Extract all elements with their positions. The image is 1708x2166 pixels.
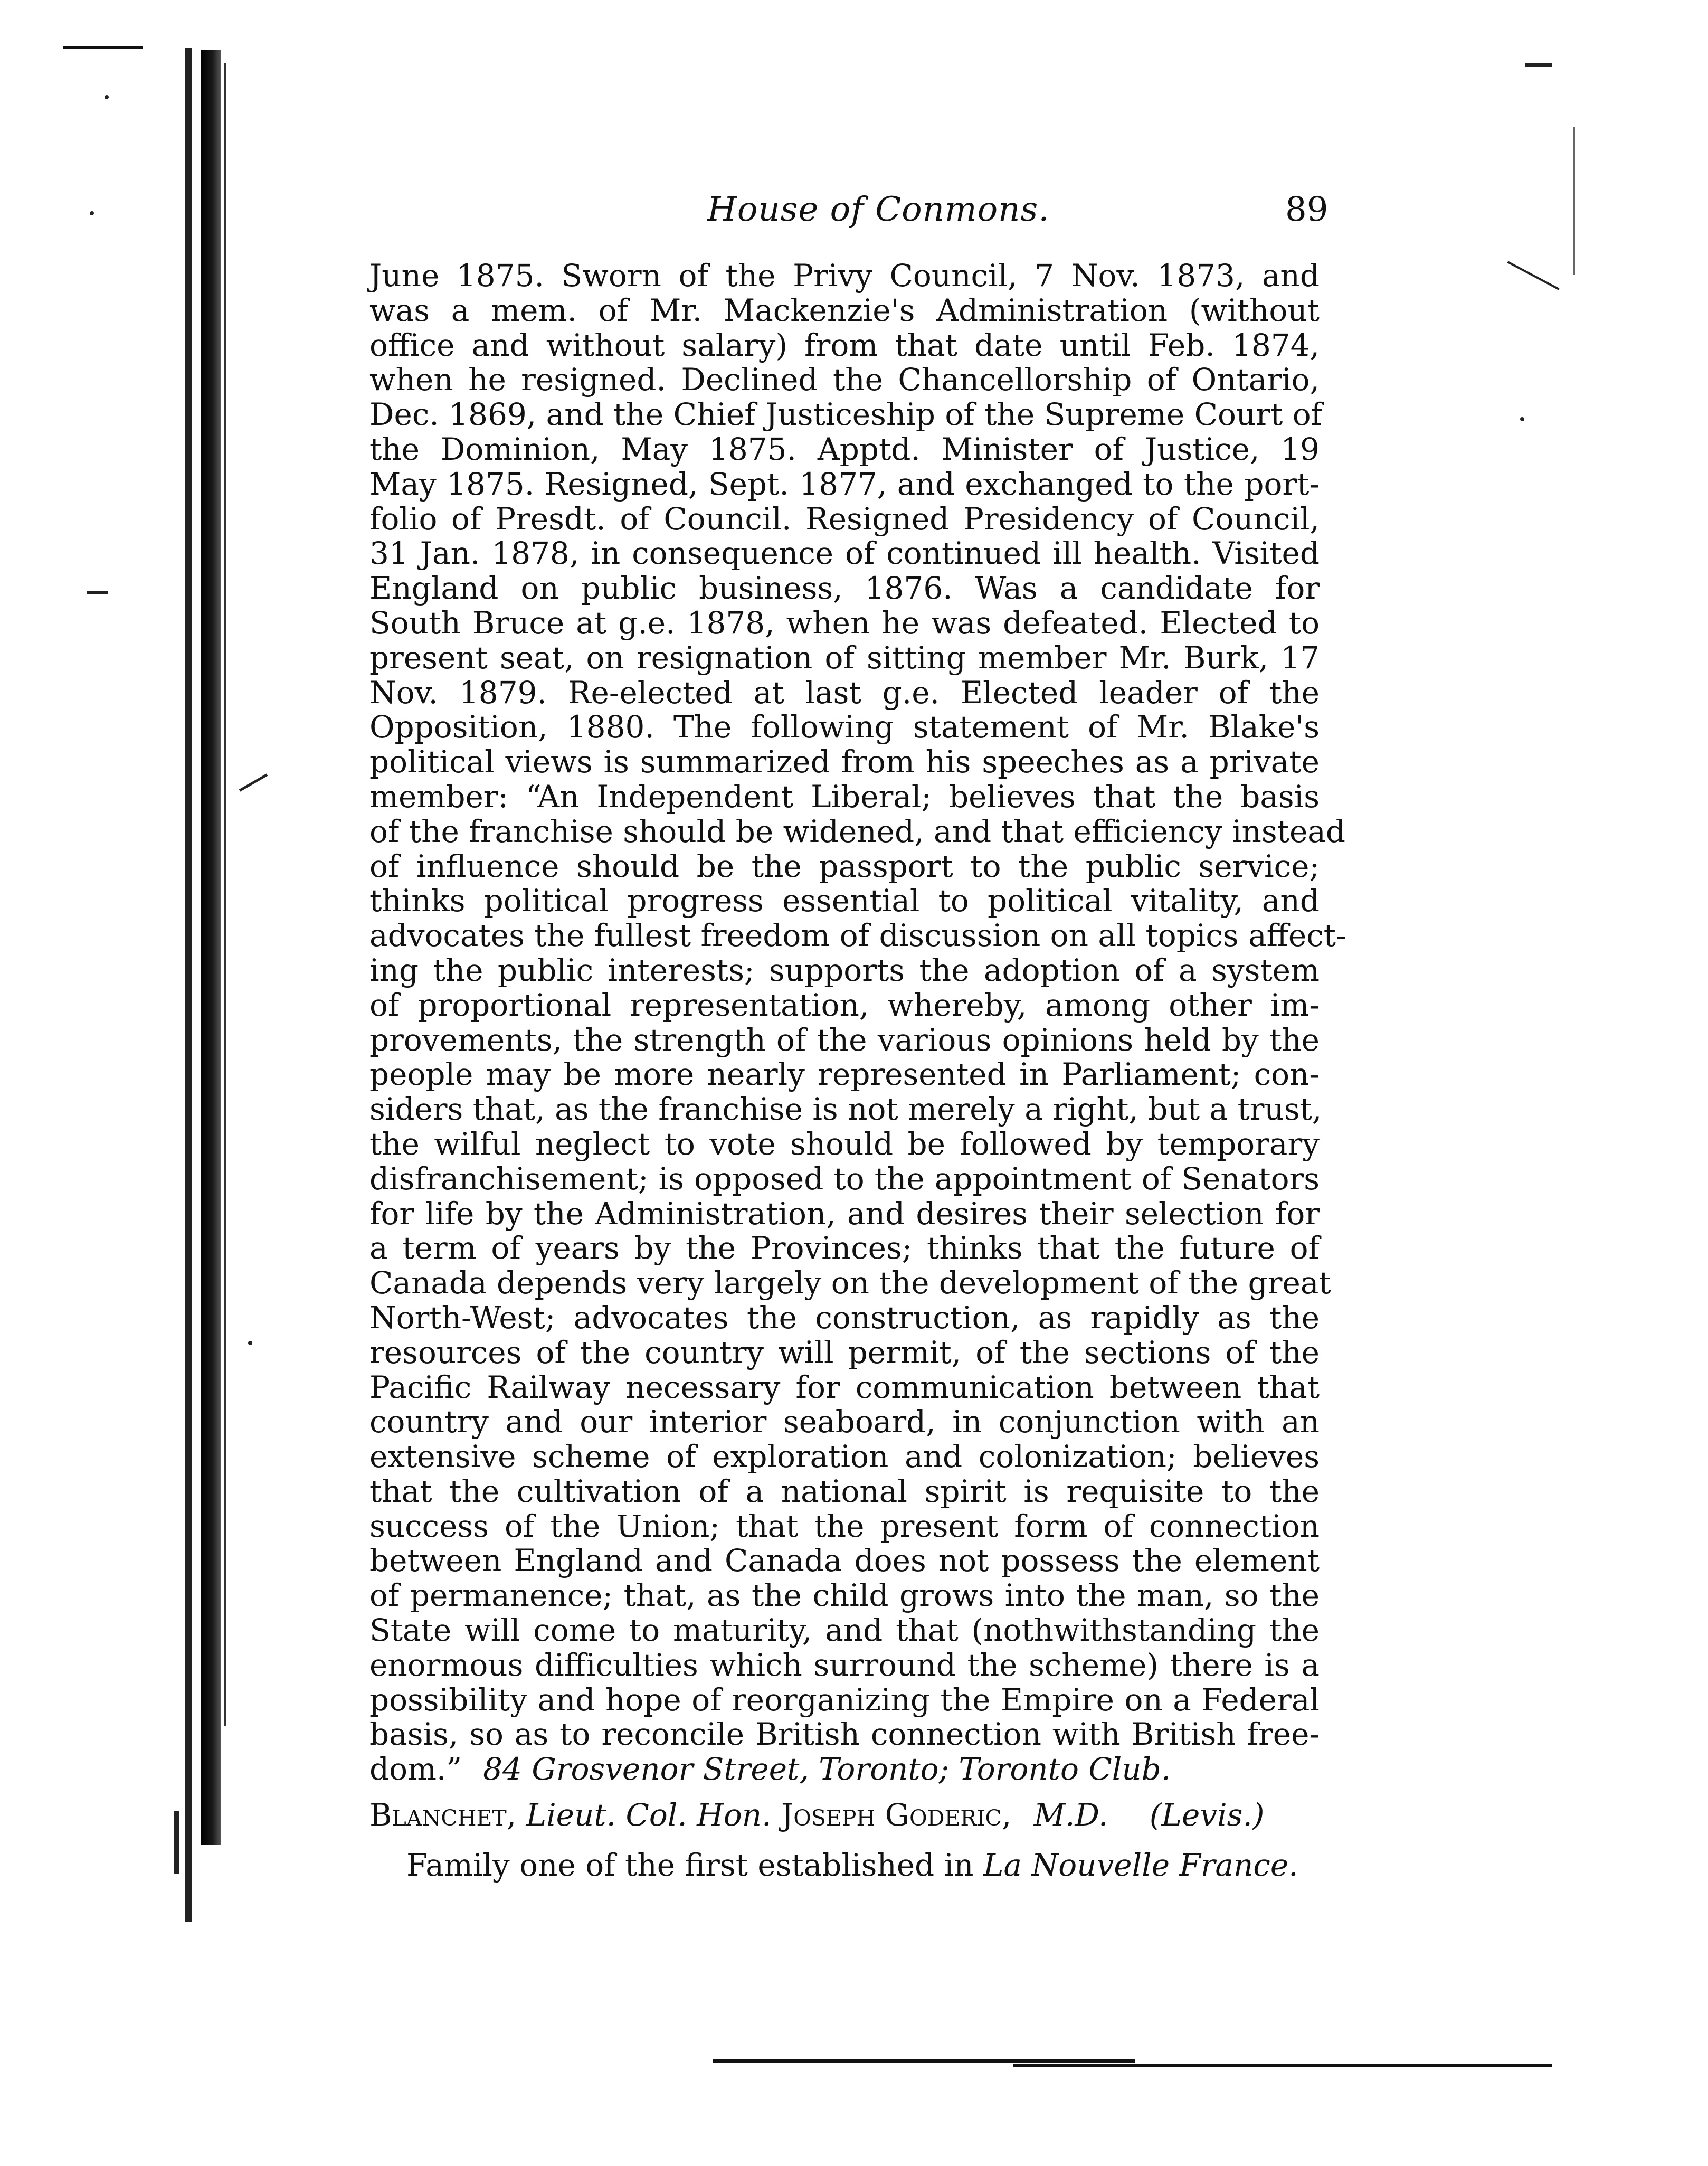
text-line: disfranchisement; is opposed to the appointment of Senators: [369, 1160, 1320, 1197]
entry-first-line-text: Family one of the first established in: [406, 1847, 974, 1883]
text-line: basis, so as to reconcile British connection with British free-: [369, 1716, 1320, 1753]
text-line: political views is summarized from his speeches as a private: [369, 744, 1320, 780]
text-line: siders that, as the franchise is not merely a right, but a trust,: [369, 1091, 1322, 1128]
text-line: the wilful neglect to vote should be followed by temporary: [369, 1125, 1320, 1162]
text-line: when he resigned. Declined the Chancellorship of Ontario,: [369, 362, 1320, 398]
text-line: possibility and hope of reorganizing the Empire on a Federal: [369, 1681, 1320, 1718]
text-line: that the cultivation of a national spirit is requisite to the: [369, 1473, 1320, 1509]
scan-speck: [248, 1341, 252, 1345]
text-line: England on public business, 1876. Was a candidate for: [369, 570, 1320, 607]
bottom-scan-line: [1013, 2064, 1552, 2067]
text-line: advocates the fullest freedom of discussion on all topics affect-: [369, 918, 1346, 954]
scan-mark-left-lower: [174, 1811, 179, 1874]
text-line: extensive scheme of exploration and colonization; believes: [369, 1439, 1320, 1475]
entry-constituency: (Levis.): [1149, 1797, 1265, 1833]
text-line: May 1875. Resigned, Sept. 1877, and exchanged to the port-: [369, 466, 1320, 502]
binding-inner-edge: [224, 63, 226, 1726]
text-line: of proportional representation, whereby, among other im-: [369, 987, 1320, 1023]
text-line: enormous difficulties which surround the scheme) there is a: [369, 1647, 1320, 1683]
text-line: success of the Union; that the present form of connection: [369, 1508, 1320, 1544]
text-line: Dec. 1869, and the Chief Justiceship of the Supreme Court of: [369, 396, 1323, 433]
text-line: June 1875. Sworn of the Privy Council, 7 Nov. 1873, and: [369, 258, 1320, 294]
binding-shadow: [185, 48, 192, 1922]
text-line: country and our interior seaboard, in conjunction with an: [369, 1404, 1320, 1440]
text-line: between England and Canada does not possess the element: [369, 1543, 1320, 1579]
entry-first-line-place: La Nouvelle France.: [983, 1847, 1298, 1883]
scan-mark-right: [1507, 261, 1559, 290]
text-line: Canada depends very largely on the development of the great: [369, 1265, 1331, 1301]
bottom-scan-line: [713, 2059, 1135, 2063]
text-line-last: [369, 1752, 1320, 1787]
page-header: [707, 190, 1605, 238]
text-line: for life by the Administration, and desires their selection for: [369, 1195, 1320, 1232]
text-line: Opposition, 1880. The following statement of Mr. Blake's: [369, 709, 1320, 745]
entry-heading: [369, 1798, 1320, 1832]
entry-titles: Lieut. Col. Hon.: [526, 1797, 772, 1833]
text-line: Nov. 1879. Re-elected at last g.e. Elected leader of the: [369, 674, 1320, 711]
body-text: [369, 258, 1346, 1787]
scan-mark-top-left: [63, 46, 143, 49]
page-number: 89: [1285, 190, 1329, 229]
text-line: of the franchise should be widened, and that efficiency instead: [369, 813, 1345, 849]
entry-given-names: Joseph Goderic,: [781, 1797, 1012, 1833]
text-line: was a mem. of Mr. Mackenzie's Administration (without: [369, 292, 1320, 328]
text-line: office and without salary) from that date until Feb. 1874,: [369, 327, 1320, 363]
scan-mark-left: [239, 773, 268, 791]
text-line: thinks political progress essential to political vitality, and: [369, 883, 1320, 919]
text-line: ing the public interests; supports the adoption of a system: [369, 952, 1320, 988]
entry-first-line: [406, 1848, 1320, 1883]
text-line: State will come to maturity, and that (nothwithstanding the: [369, 1612, 1320, 1649]
text-line: 31 Jan. 1878, in consequence of continued ill health. Visited: [369, 535, 1320, 572]
scan-mark-left: [87, 591, 108, 594]
text-line: of influence should be the passport to the public service;: [369, 848, 1320, 884]
address: 84 Grosvenor Street, Toronto; Toronto Club.: [483, 1751, 1171, 1787]
text-line: of permanence; that, as the child grows into the man, so the: [369, 1577, 1320, 1614]
text-line: Pacific Railway necessary for communication between that: [369, 1369, 1320, 1405]
entry-surname: Blanchet,: [369, 1797, 517, 1833]
text-line: member: “An Independent Liberal; believes that the basis: [369, 778, 1320, 815]
scan-speck: [105, 95, 109, 99]
text-line: provements, the strength of the various opinions held by the: [369, 1021, 1320, 1058]
scan-speck: [90, 211, 94, 215]
entry-degree: M.D.: [1033, 1797, 1108, 1833]
text-line: a term of years by the Provinces; thinks that the future of: [369, 1230, 1320, 1266]
text-line: the Dominion, May 1875. Apptd. Minister of Justice, 19: [369, 431, 1320, 467]
text-line: folio of Presdt. of Council. Resigned Presidency of Council,: [369, 500, 1320, 537]
text-line: resources of the country will permit, of the sections of the: [369, 1334, 1320, 1370]
running-head: House of Conmons.: [707, 190, 1050, 229]
text-line: present seat, on resignation of sitting member Mr. Burk, 17: [369, 639, 1320, 676]
closing-quote-text: dom.”: [369, 1751, 462, 1787]
text-line: North-West; advocates the construction, as rapidly as the: [369, 1299, 1320, 1336]
text-line: people may be more nearly represented in Parliament; con-: [369, 1056, 1320, 1093]
scan-mark-top-right: [1525, 63, 1552, 67]
scan-speck: [1520, 417, 1524, 421]
text-line: South Bruce at g.e. 1878, when he was defeated. Elected to: [369, 604, 1320, 641]
binding-edge: [201, 50, 221, 1845]
